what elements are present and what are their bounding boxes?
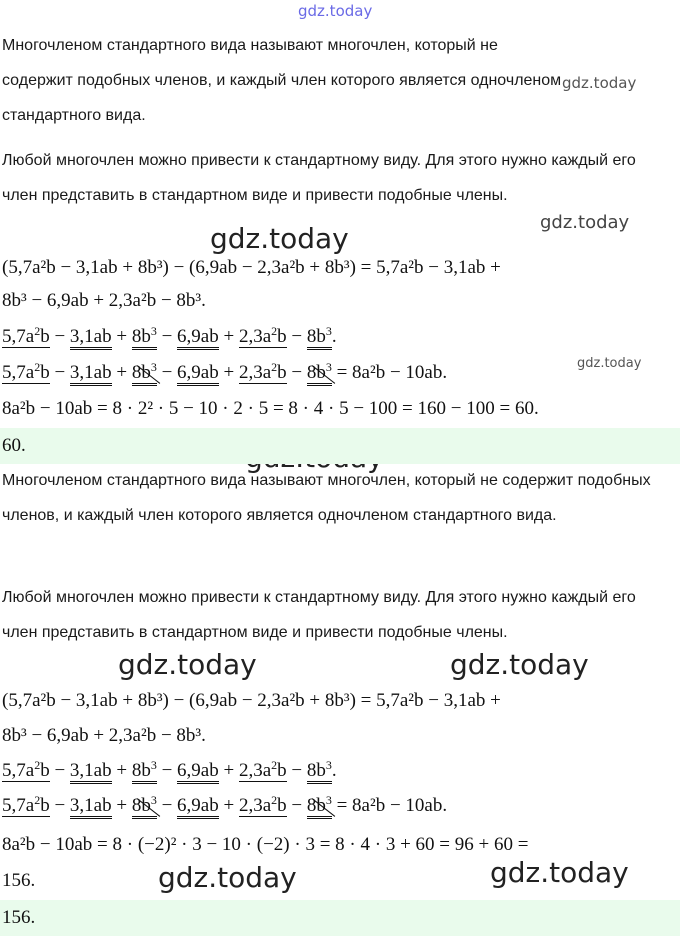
watermark: gdz.today xyxy=(577,356,642,371)
watermark: gdz.today xyxy=(490,856,629,889)
evaluation-line: 8a²b − 10ab = 8 · (−2)² · 3 − 10 · (−2) · 3 = 8 · 4 · 3 + 60 = 96 + 60 = xyxy=(2,834,529,855)
evaluation-line: 8a²b − 10ab = 8 · 2² · 5 − 10 · 2 · 5 = 8 · 4 · 5 − 100 = 160 − 100 = 60. xyxy=(2,398,539,419)
definition-paragraph: Многочленом стандартного вида называют многочлен, который не содержит подобных членов, и каждый член которого является одночленом стандартного вида. xyxy=(2,37,562,124)
simplified-result: = 8a²b − 10ab. xyxy=(336,795,448,816)
answer-value: 60. xyxy=(2,435,26,456)
grouping-line: $5,7a^2b - 3,1ab + 8b^3 - 6,9ab + 2,3a^2b - 8b^3$. xyxy=(2,760,337,782)
method-paragraph: Любой многочлен можно привести к стандартному виду. Для этого нужно каждый его член представить в стандартном виде и привести подобные члены. xyxy=(2,152,636,204)
simplification-line: $5,7a^2b - 3,1ab + 8b^3 - 6,9ab + 2,3a^2b - 8b^3 = 8a^2b - 10ab$. xyxy=(2,362,447,384)
answer-box xyxy=(0,900,680,936)
watermark: gdz.today xyxy=(158,861,297,894)
answer-value: 156. xyxy=(2,907,36,928)
simplified-result: = 8a²b − 10ab. xyxy=(336,362,448,383)
method-paragraph: Любой многочлен можно привести к стандартному виду. Для этого нужно каждый его член представить в стандартном виде и привести подобные члены. xyxy=(2,589,636,641)
answer-box xyxy=(0,428,680,464)
expression-line-2: 8b³ − 6,9ab + 2,3a²b − 8b³. xyxy=(2,725,206,746)
expression-line-1: (5,7a²b − 3,1ab + 8b³) − (6,9ab − 2,3a²b + 8b³) = 5,7a²b − 3,1ab + xyxy=(2,257,501,278)
watermark: gdz.today xyxy=(540,212,630,233)
watermark: gdz.today xyxy=(118,648,257,681)
definition-paragraph: Многочленом стандартного вида называют многочлен, который не содержит подобных членов, и каждый член которого является одночленом стандартного вида. xyxy=(2,472,651,524)
grouping-line: $5,7a^2b - 3,1ab + 8b^3 - 6,9ab + 2,3a^2b - 8b^3$. xyxy=(2,326,337,348)
watermark: gdz.today xyxy=(298,2,373,20)
watermark: gdz.today xyxy=(210,222,349,255)
expression-line-1: (5,7a²b − 3,1ab + 8b³) − (6,9ab − 2,3a²b + 8b³) = 5,7a²b − 3,1ab + xyxy=(2,690,501,711)
watermark: gdz.today xyxy=(562,74,637,92)
evaluation-line-continued: 156. xyxy=(2,870,36,891)
expression-line-2: 8b³ − 6,9ab + 2,3a²b − 8b³. xyxy=(2,290,206,311)
watermark: gdz.today xyxy=(450,648,589,681)
simplification-line: $5,7a^2b - 3,1ab + 8b^3 - 6,9ab + 2,3a^2b - 8b^3 = 8a^2b - 10ab$. xyxy=(2,795,447,817)
